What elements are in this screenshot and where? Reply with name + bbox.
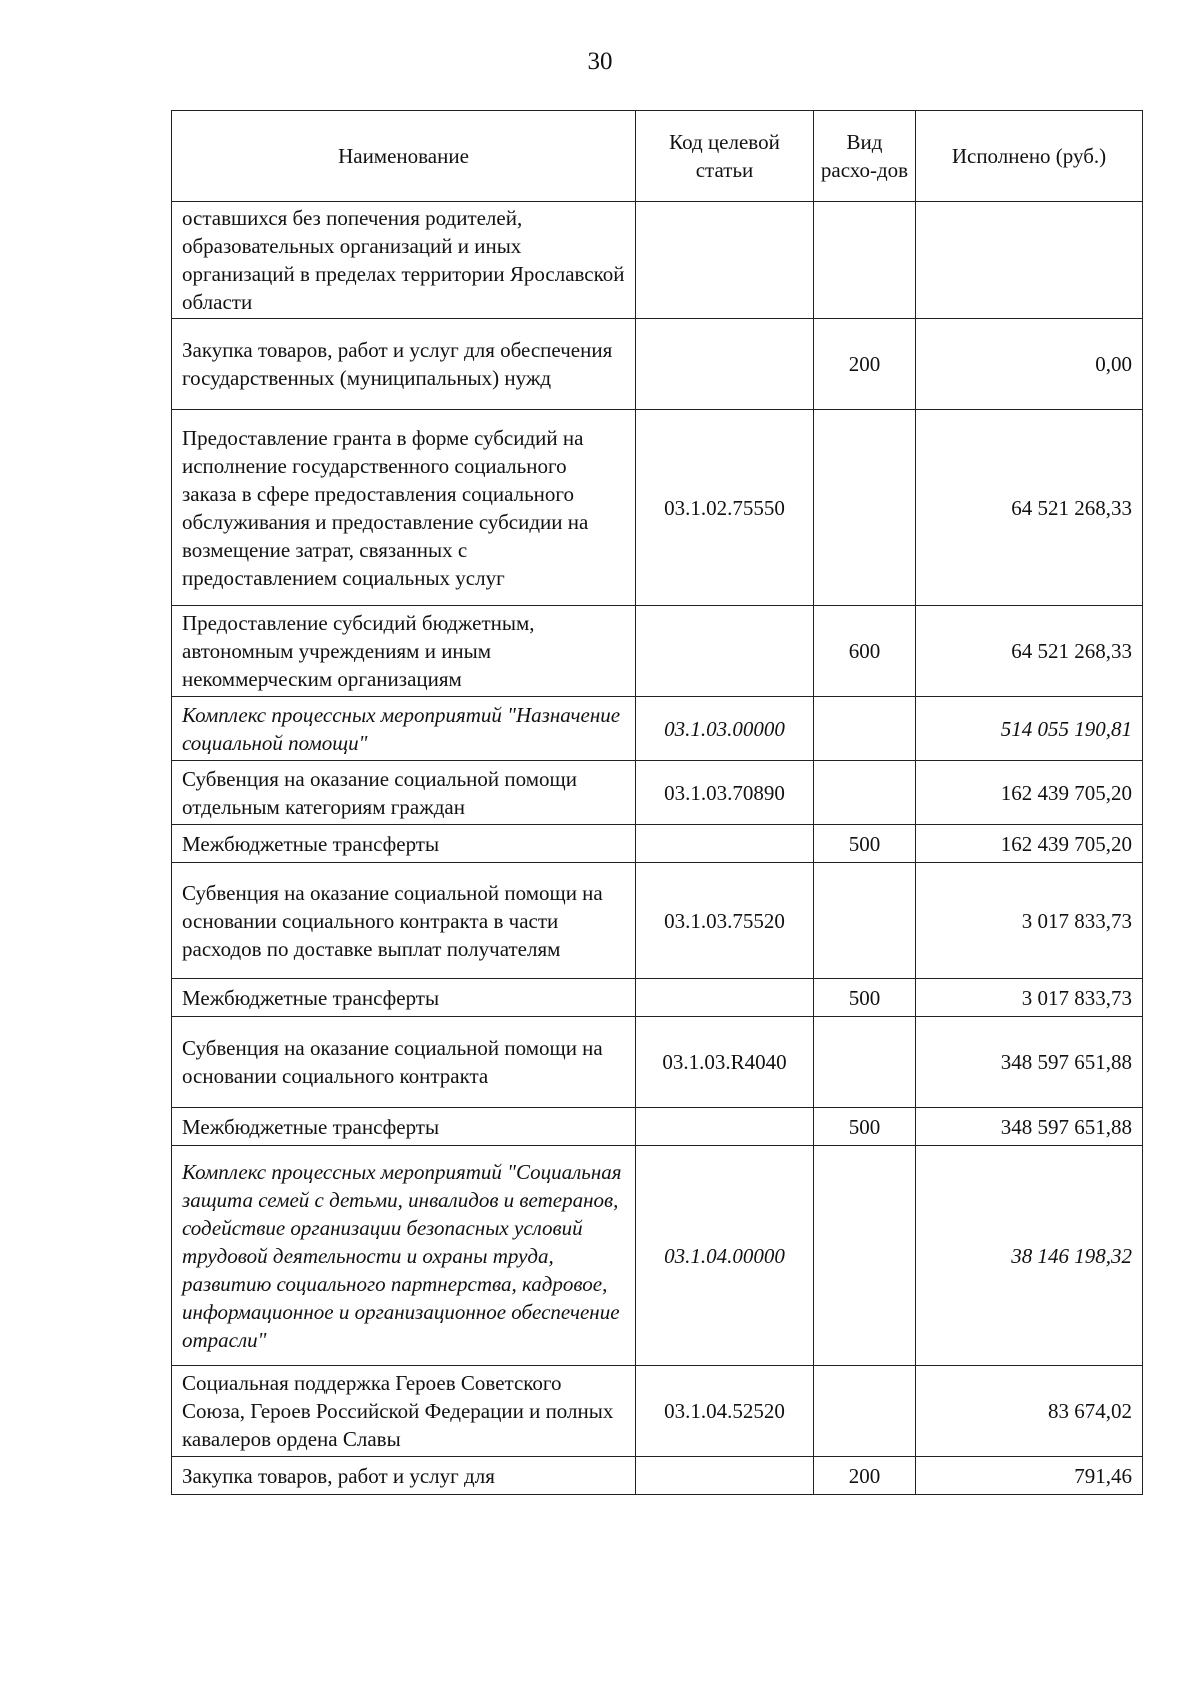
page-number: 30 — [587, 48, 613, 75]
row-name-cell: Предоставление субсидий бюджетным, автономным учреждениям и иным некоммерческим организациям — [172, 606, 636, 697]
row-name-cell: Межбюджетные трансферты — [172, 1108, 636, 1146]
row-code-cell — [636, 1457, 814, 1495]
table-row — [172, 1457, 1143, 1495]
row-code-cell: 03.1.02.75550 — [636, 410, 814, 606]
row-sum-cell: 0,00 — [916, 319, 1143, 410]
row-name-cell: Предоставление гранта в форме субсидий на исполнение государственного социального заказа в сфере предоставления социального обслуживания и предоставление субсидии на возмещение затрат, связанных с предоставлением социальных услуг — [172, 410, 636, 606]
row-code-cell: 03.1.03.00000 — [636, 697, 814, 761]
row-code-cell: 03.1.04.52520 — [636, 1366, 814, 1457]
row-code-cell — [636, 319, 814, 410]
row-name-cell: Межбюджетные трансферты — [172, 825, 636, 863]
table-header-row — [172, 111, 1143, 202]
table-row — [172, 697, 1143, 761]
header-name: Наименование — [172, 111, 636, 202]
row-name-cell: Комплекс процессных мероприятий "Назначение социальной помощи" — [172, 697, 636, 761]
row-kind-cell — [814, 1017, 916, 1108]
row-name-cell: Субвенция на оказание социальной помощи отдельным категориям граждан — [172, 761, 636, 825]
row-code-cell — [636, 825, 814, 863]
header-kind: Вид расхо-дов — [814, 111, 916, 202]
row-kind-cell: 500 — [814, 1108, 916, 1146]
row-code-cell — [636, 606, 814, 697]
row-name-cell: Субвенция на оказание социальной помощи на основании социального контракта — [172, 1017, 636, 1108]
table-row — [172, 1108, 1143, 1146]
row-sum-cell: 3 017 833,73 — [916, 979, 1143, 1017]
table-row — [172, 979, 1143, 1017]
row-kind-cell: 600 — [814, 606, 916, 697]
table-row — [172, 1017, 1143, 1108]
header-executed: Исполнено (руб.) — [916, 111, 1143, 202]
row-sum-cell: 162 439 705,20 — [916, 825, 1143, 863]
row-sum-cell — [916, 202, 1143, 319]
table-row — [172, 606, 1143, 697]
row-name-cell: Социальная поддержка Героев Советского Союза, Героев Российской Федерации и полных кавалеров ордена Славы — [172, 1366, 636, 1457]
row-code-cell: 03.1.04.00000 — [636, 1146, 814, 1366]
row-kind-cell — [814, 761, 916, 825]
row-kind-cell: 200 — [814, 319, 916, 410]
row-name-cell: Комплекс процессных мероприятий "Социальная защита семей с детьми, инвалидов и ветеранов, содействие организации безопасных условий трудовой деятельности и охраны труда, развитию социального партнерства, кадровое, информационное и организационное обеспечение отрасли" — [172, 1146, 636, 1366]
row-kind-cell — [814, 410, 916, 606]
row-kind-cell: 500 — [814, 825, 916, 863]
row-name-cell: Субвенция на оказание социальной помощи на основании социального контракта в части расходов по доставке выплат получателям — [172, 863, 636, 979]
row-sum-cell: 64 521 268,33 — [916, 410, 1143, 606]
row-code-cell — [636, 1108, 814, 1146]
row-sum-cell: 348 597 651,88 — [916, 1017, 1143, 1108]
table-row — [172, 202, 1143, 319]
row-code-cell — [636, 979, 814, 1017]
row-name-cell: Закупка товаров, работ и услуг для обеспечения государственных (муниципальных) нужд — [172, 319, 636, 410]
row-sum-cell: 348 597 651,88 — [916, 1108, 1143, 1146]
row-name-cell: Межбюджетные трансферты — [172, 979, 636, 1017]
row-code-cell: 03.1.03.70890 — [636, 761, 814, 825]
row-sum-cell: 791,46 — [916, 1457, 1143, 1495]
table-row — [172, 1146, 1143, 1366]
row-sum-cell: 3 017 833,73 — [916, 863, 1143, 979]
row-name-cell: Закупка товаров, работ и услуг для — [172, 1457, 636, 1495]
row-kind-cell: 200 — [814, 1457, 916, 1495]
row-kind-cell — [814, 1146, 916, 1366]
row-kind-cell — [814, 697, 916, 761]
row-kind-cell: 500 — [814, 979, 916, 1017]
row-code-cell: 03.1.03.R4040 — [636, 1017, 814, 1108]
table-row — [172, 410, 1143, 606]
table-body — [172, 202, 1143, 1495]
row-sum-cell: 83 674,02 — [916, 1366, 1143, 1457]
row-code-cell: 03.1.03.75520 — [636, 863, 814, 979]
table-row — [172, 825, 1143, 863]
row-kind-cell — [814, 863, 916, 979]
table-row — [172, 761, 1143, 825]
row-kind-cell — [814, 1366, 916, 1457]
header-code: Код целевой статьи — [636, 111, 814, 202]
row-sum-cell: 514 055 190,81 — [916, 697, 1143, 761]
row-sum-cell: 38 146 198,32 — [916, 1146, 1143, 1366]
table-row — [172, 1366, 1143, 1457]
row-code-cell — [636, 202, 814, 319]
row-sum-cell: 64 521 268,33 — [916, 606, 1143, 697]
row-kind-cell — [814, 202, 916, 319]
table-row — [172, 863, 1143, 979]
table-row — [172, 319, 1143, 410]
row-sum-cell: 162 439 705,20 — [916, 761, 1143, 825]
budget-table — [171, 110, 1143, 1495]
row-name-cell: оставшихся без попечения родителей, образовательных организаций и иных организаций в пределах территории Ярославской области — [172, 202, 636, 319]
